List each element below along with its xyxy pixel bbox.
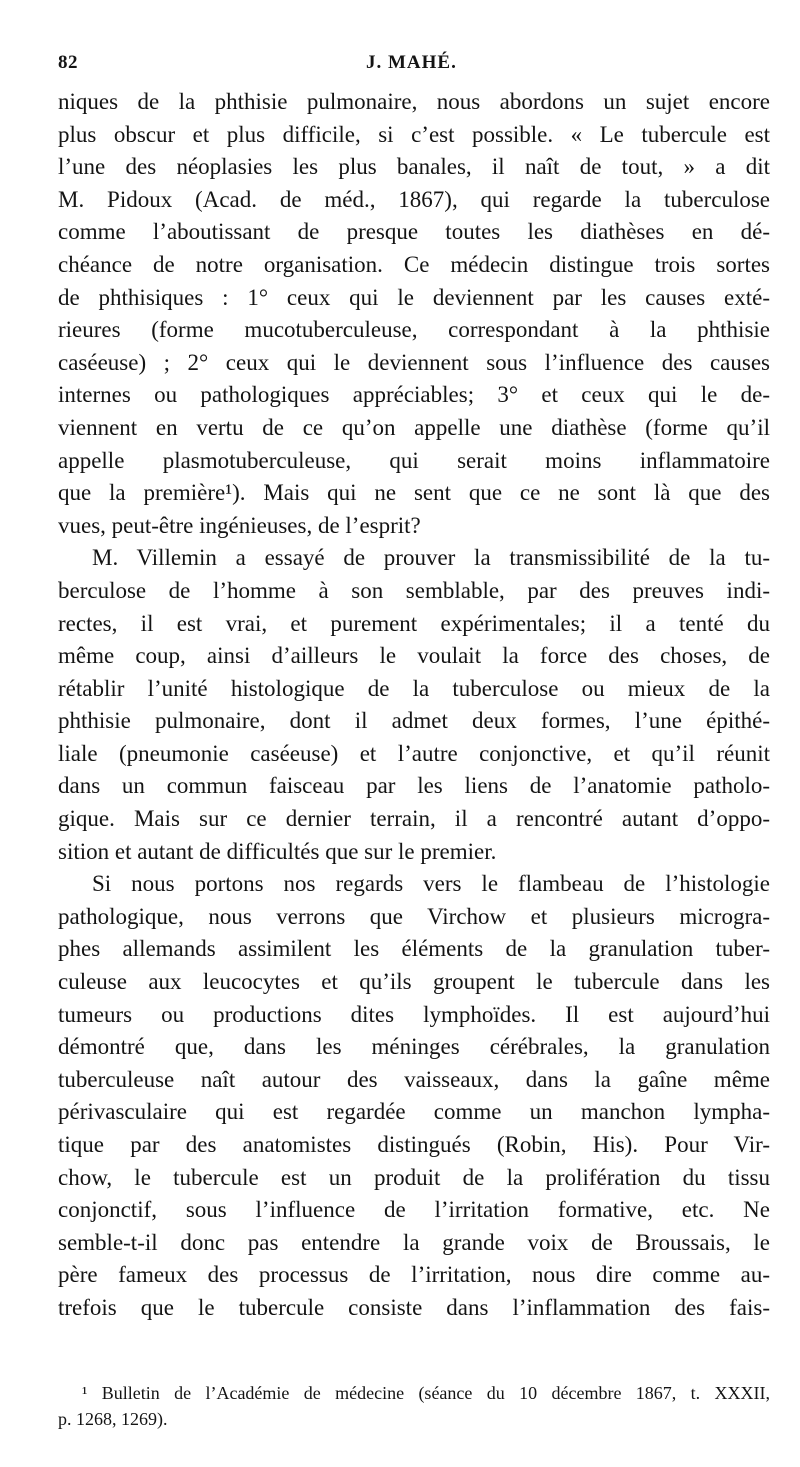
text-line: Si nous portons nos regards vers le flambeau de l’histologie <box>92 871 770 897</box>
text-line: gique. Mais sur ce dernier terrain, il a rencontré autant d’oppo- <box>58 806 770 832</box>
text-line: trefois que le tubercule consiste dans l’inflammation des fais- <box>58 1294 770 1320</box>
footnote <box>58 1380 770 1432</box>
footnote-line: p. 1268, 1269). <box>58 1409 168 1429</box>
text-line: phthisie pulmonaire, dont il admet deux formes, l’une épithé- <box>58 708 770 734</box>
text-line: berculose de l’homme à son semblable, par des preuves indi- <box>58 577 770 603</box>
text-line: dans un commun faisceau par les liens de l’anatomie patholo- <box>58 773 770 799</box>
text-line: périvasculaire qui est regardée comme un manchon lympha- <box>58 1099 770 1125</box>
text-line: tique par des anatomistes distingués (Robin, His). Pour Vir- <box>58 1132 770 1157</box>
text-line: niques de la phthisie pulmonaire, nous abordons un sujet encore <box>58 89 770 114</box>
text-line: chow, le tubercule est un produit de la prolifération du tissu <box>58 1164 770 1190</box>
page-number: 82 <box>58 52 78 73</box>
text-line: sition et autant de difficultés que sur le premier. <box>58 838 497 864</box>
running-head-author: J. MAHÉ. <box>366 52 457 73</box>
text-line: phes allemands assimilent les éléments de la granulation tuber- <box>58 936 770 962</box>
text-line: M. Pidoux (Acad. de méd., 1867), qui regarde la tuberculose <box>58 186 770 212</box>
text-line: plus obscur et plus difficile, si c’est possible. « Le tubercule est <box>58 121 770 147</box>
text-line: rétablir l’unité histologique de la tuberculose ou mieux de la <box>58 675 770 701</box>
text-line: père fameux des processus de l’irritation, nous dire comme au- <box>58 1262 770 1288</box>
text-line: liale (pneumonie caséeuse) et l’autre conjonctive, et qu’il réunit <box>58 740 770 766</box>
text-line: que la première¹). Mais qui ne sent que ce ne sont là que des <box>58 480 770 506</box>
text-line: internes ou pathologiques appréciables; 3° et ceux qui le de- <box>58 382 770 408</box>
text-line: tuberculeuse naît autour des vaisseaux, dans la gaîne même <box>58 1066 770 1092</box>
text-line: rieures (forme mucotuberculeuse, correspondant à la phthisie <box>58 317 770 343</box>
text-line: de phthisiques : 1° ceux qui le deviennent par les causes exté- <box>58 284 770 310</box>
text-line: appelle plasmotuberculeuse, qui serait moins inflammatoire <box>58 447 770 473</box>
text-line: M. Villemin a essayé de prouver la transmissibilité de la tu- <box>92 545 770 571</box>
text-line: chéance de notre organisation. Ce médecin distingue trois sortes <box>58 251 770 277</box>
text-line: conjonctif, sous l’influence de l’irritation formative, etc. Ne <box>58 1197 770 1223</box>
text-line: l’une des néoplasies les plus banales, il naît de tout, » a dit <box>58 154 770 180</box>
running-head <box>58 52 770 80</box>
text-line: rectes, il est vrai, et purement expérimentales; il a tenté du <box>58 610 770 636</box>
text-line: viennent en vertu de ce qu’on appelle une diathèse (forme qu’il <box>58 414 770 440</box>
text-line: tumeurs ou productions dites lymphoïdes. Il est aujourd’hui <box>58 1001 770 1027</box>
text-line: même coup, ainsi d’ailleurs le voulait la force des choses, de <box>58 643 770 669</box>
text-line: semble-t-il donc pas entendre la grande voix de Broussais, le <box>58 1229 770 1255</box>
text-line: caséeuse) ; 2° ceux qui le deviennent sous l’influence des causes <box>58 349 770 375</box>
text-line: vues, peut-être ingénieuses, de l’esprit? <box>58 512 421 538</box>
text-line: comme l’aboutissant de presque toutes les diathèses en dé- <box>58 219 770 245</box>
body-text <box>58 86 770 1325</box>
footnote-line: ¹ Bulletin de l’Académie de médecine (séance du 10 décembre 1867, t. XXXII, <box>82 1383 770 1403</box>
text-line: démontré que, dans les méninges cérébrales, la granulation <box>58 1034 770 1060</box>
text-line: culeuse aux leucocytes et qu’ils groupent le tubercule dans les <box>58 969 770 995</box>
text-line: pathologique, nous verrons que Virchow et plusieurs microgra- <box>58 903 770 929</box>
